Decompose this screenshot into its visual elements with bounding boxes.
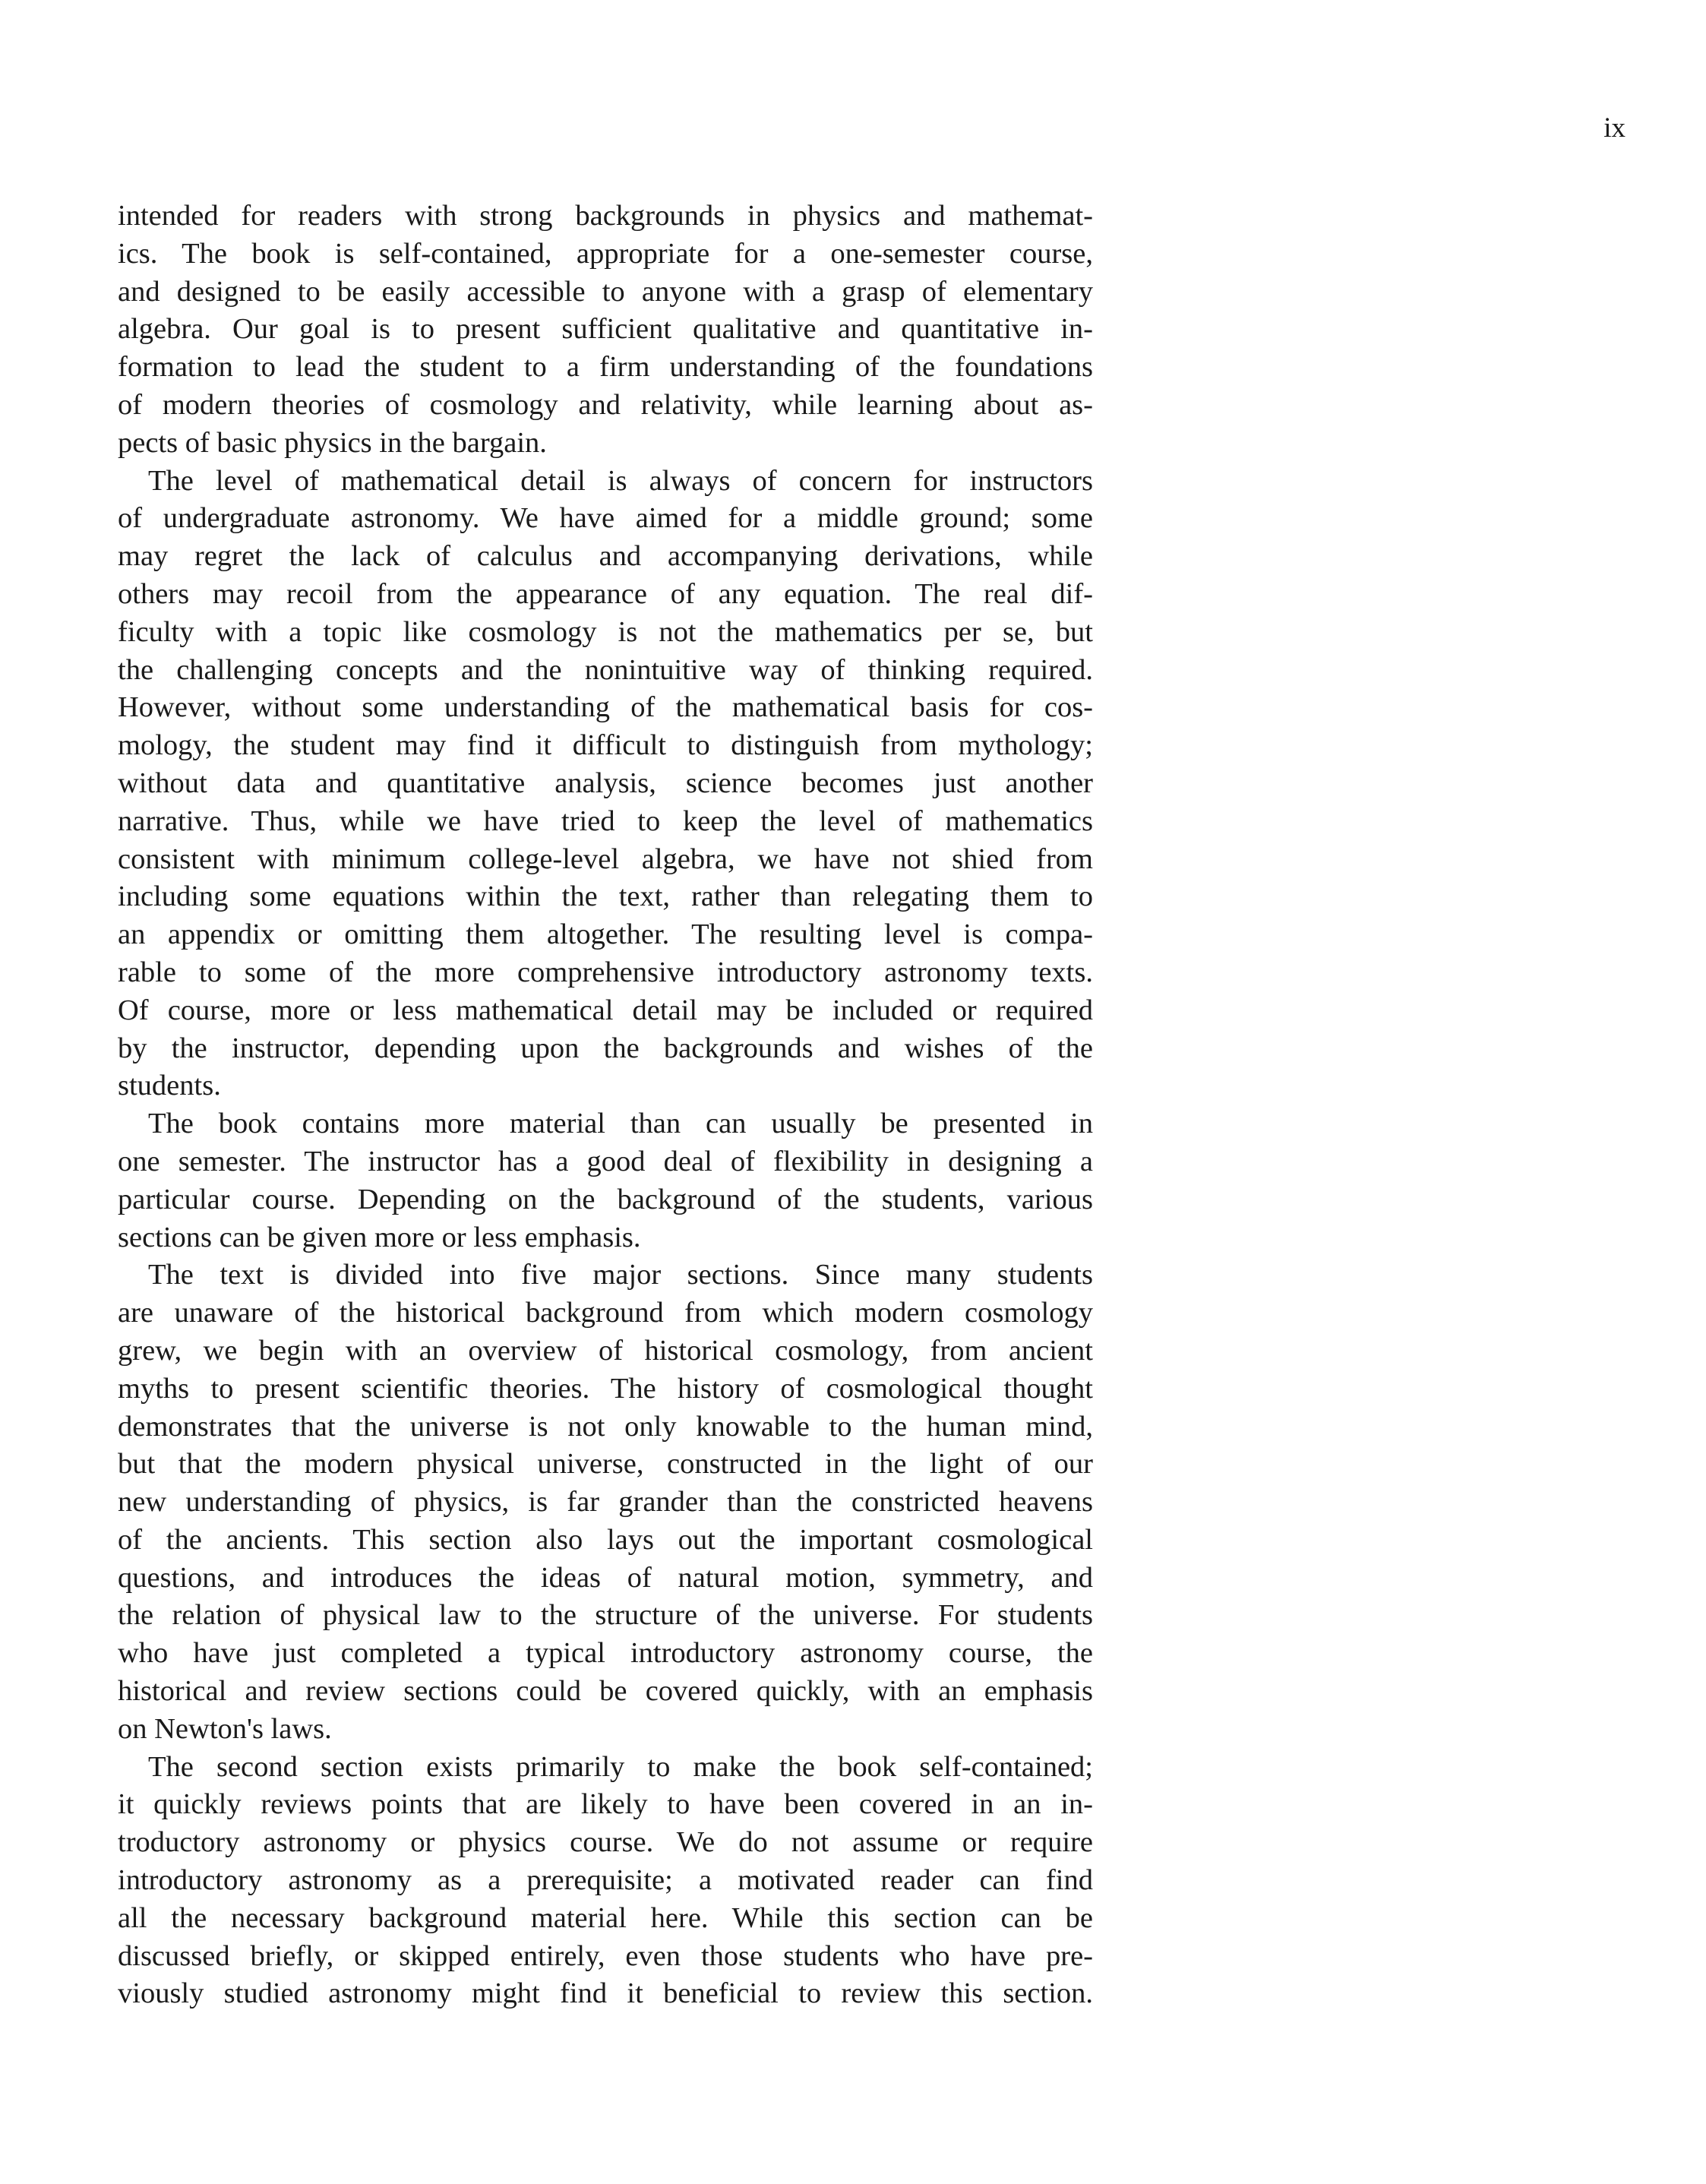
paragraph-3: [118, 1105, 1093, 1256]
text-line: algebra. Our goal is to present sufficient qualitative and quantitative in-: [118, 313, 1093, 346]
text-line: grew, we begin with an overview of historical cosmology, from ancient: [118, 1334, 1093, 1367]
text-line: ficulty with a topic like cosmology is not the mathematics per se, but: [118, 615, 1093, 648]
text-line: without data and quantitative analysis, science becomes just another: [118, 766, 1093, 799]
text-line: troductory astronomy or physics course. We do not assume or require: [118, 1826, 1093, 1859]
text-line: of modern theories of cosmology and relativity, while learning about as-: [118, 388, 1093, 421]
text-line: The text is divided into five major sections. Since many students: [148, 1259, 1093, 1291]
text-line: pects of basic physics in the bargain.: [118, 426, 547, 459]
text-line: particular course. Depending on the background of the students, various: [118, 1183, 1093, 1215]
text-line: historical and review sections could be covered quickly, with an emphasis: [118, 1675, 1093, 1708]
text-line: intended for readers with strong backgrounds in physics and mathemat-: [118, 200, 1093, 232]
text-line: consistent with minimum college-level algebra, we have not shied from: [118, 842, 1093, 875]
text-line: rable to some of the more comprehensive introductory astronomy texts.: [118, 956, 1093, 988]
text-line: sections can be given more or less emphasis.: [118, 1221, 641, 1253]
text-line: on Newton's laws.: [118, 1712, 332, 1745]
text-line: viously studied astronomy might find it beneficial to review this section.: [118, 1977, 1093, 2010]
paragraph-2: [118, 463, 1093, 1106]
text-line: Of course, more or less mathematical detail may be included or required: [118, 994, 1093, 1026]
text-line: and designed to be easily accessible to anyone with a grasp of elementary: [118, 275, 1093, 308]
paragraph-4: [118, 1256, 1093, 1748]
text-line: the relation of physical law to the structure of the universe. For students: [118, 1599, 1093, 1632]
text-line: ics. The book is self-contained, appropriate for a one-semester course,: [118, 237, 1093, 270]
text-line: by the instructor, depending upon the backgrounds and wishes of the: [118, 1032, 1093, 1064]
text-line: are unaware of the historical background from which modern cosmology: [118, 1297, 1093, 1329]
text-line: of undergraduate astronomy. We have aimed for a middle ground; some: [118, 502, 1093, 535]
text-line: demonstrates that the universe is not only knowable to the human mind,: [118, 1410, 1093, 1443]
text-line: but that the modern physical universe, constructed in the light of our: [118, 1448, 1093, 1481]
text-line: it quickly reviews points that are likely to have been covered in an in-: [118, 1788, 1093, 1821]
text-line: formation to lead the student to a firm understanding of the foundations: [118, 351, 1093, 384]
text-line: narrative. Thus, while we have tried to keep the level of mathematics: [118, 804, 1093, 837]
text-line: discussed briefly, or skipped entirely, even those students who have pre-: [118, 1939, 1093, 1972]
body-text: [118, 198, 1093, 2013]
text-line: new understanding of physics, is far grander than the constricted heavens: [118, 1486, 1093, 1519]
text-line: The book contains more material than can usually be presented in: [148, 1108, 1093, 1140]
text-line: may regret the lack of calculus and accompanying derivations, while: [118, 540, 1093, 573]
text-line: an appendix or omitting them altogether. The resulting level is compa-: [118, 918, 1093, 951]
text-line: students.: [118, 1070, 221, 1102]
text-line: who have just completed a typical introductory astronomy course, the: [118, 1637, 1093, 1670]
page-number: ix: [1603, 112, 1625, 144]
text-line: questions, and introduces the ideas of natural motion, symmetry, and: [118, 1561, 1093, 1594]
paragraph-5: [118, 1749, 1093, 2014]
text-line: However, without some understanding of the mathematical basis for cos-: [118, 691, 1093, 724]
text-line: of the ancients. This section also lays out the important cosmological: [118, 1523, 1093, 1556]
text-line: mology, the student may find it difficult to distinguish from mythology;: [118, 729, 1093, 762]
text-line: The second section exists primarily to make the book self-contained;: [148, 1750, 1093, 1783]
text-line: one semester. The instructor has a good deal of flexibility in designing a: [118, 1145, 1093, 1177]
text-line: introductory astronomy as a prerequisite; a motivated reader can find: [118, 1864, 1093, 1897]
text-line: myths to present scientific theories. The history of cosmological thought: [118, 1372, 1093, 1405]
text-line: The level of mathematical detail is always of concern for instructors: [148, 464, 1093, 497]
text-line: all the necessary background material here. While this section can be: [118, 1901, 1093, 1934]
paragraph-1: [118, 198, 1093, 463]
text-line: others may recoil from the appearance of any equation. The real dif-: [118, 577, 1093, 610]
text-line: including some equations within the text, rather than relegating them to: [118, 880, 1093, 913]
text-line: the challenging concepts and the nonintuitive way of thinking required.: [118, 653, 1093, 686]
